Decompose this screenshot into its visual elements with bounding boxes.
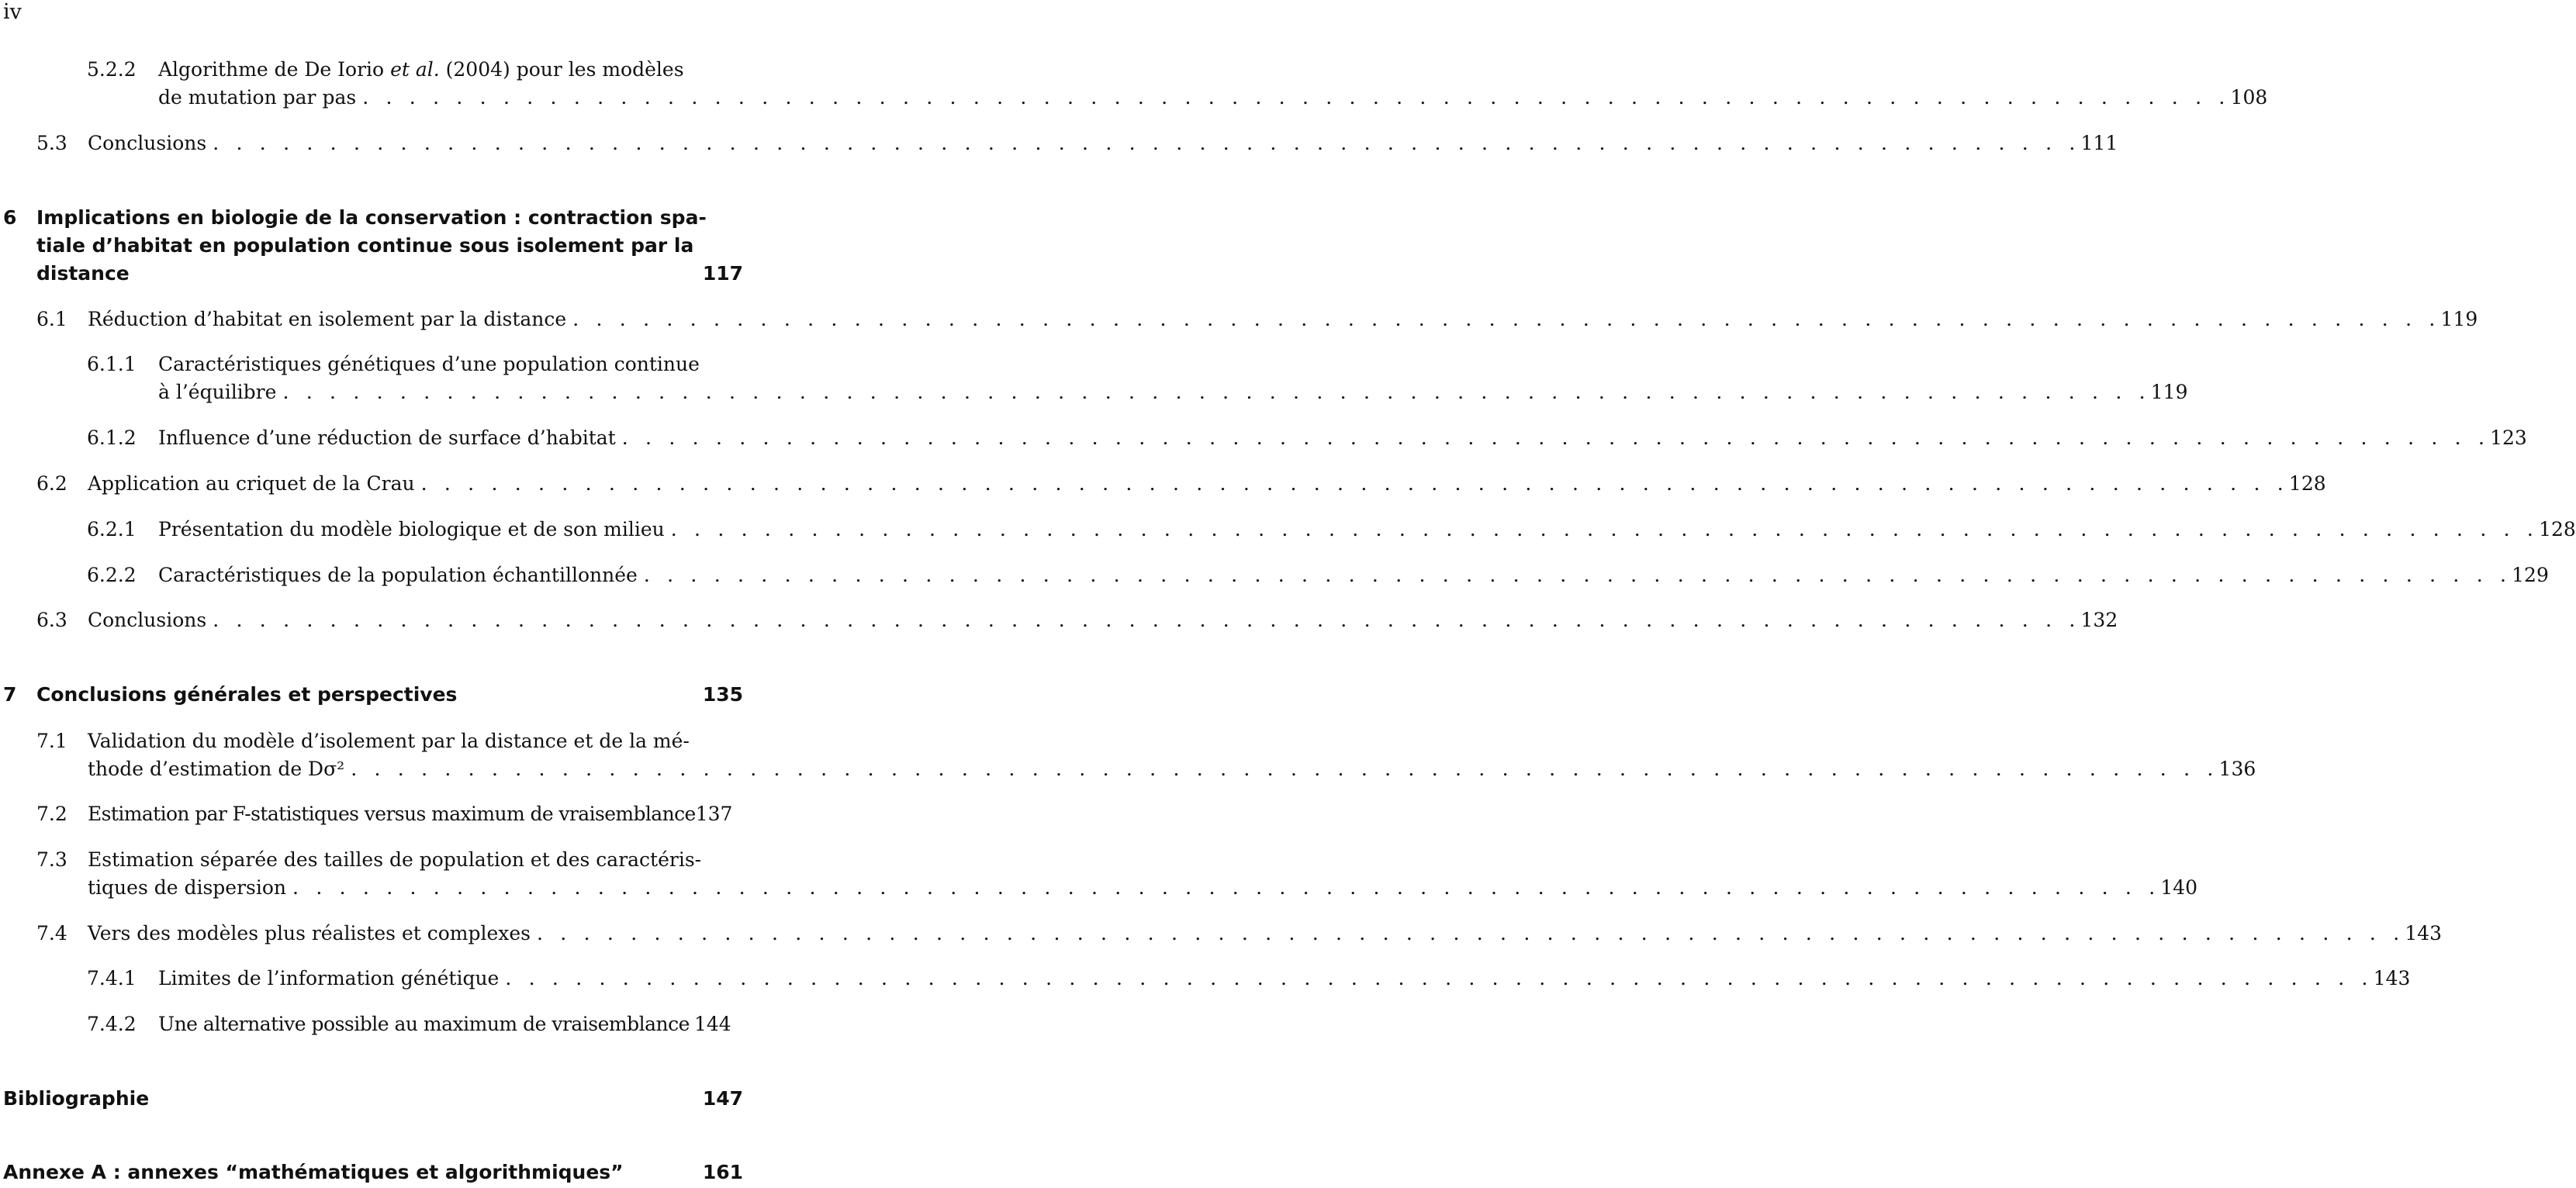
chapter-title-line-3: distance [36, 262, 130, 285]
section-title: Une alternative possible au maximum de vraisemblance 144 [158, 1010, 743, 1038]
section-number: 5.3 [36, 132, 67, 154]
toc-entry-7-4[interactable] [36, 920, 2443, 948]
chapter-title: Annexe A : annexes “mathématiques et algorithmiques” [3, 1161, 624, 1183]
toc-entry-6-1-1[interactable] [87, 351, 2188, 406]
toc-entry-7-3[interactable] [36, 846, 2198, 902]
section-number: 6.1.2 [87, 427, 137, 449]
page-ref: 111 [2080, 132, 2118, 154]
section-title-line-1: Estimation séparée des tailles de population et des caractéris- [88, 848, 702, 871]
page-number: iv [3, 0, 22, 24]
page-ref: 143 [2373, 967, 2411, 989]
page-ref: 108 [2230, 86, 2268, 109]
toc-entry-5-3[interactable] [36, 130, 2118, 157]
chapter-number: 7 [3, 683, 17, 706]
section-title: Influence d’une réduction de surface d’habitat . . . . . . . . . . . . . . . . . . . . . . . . . . . . . . . . . . . . . . . . . . . . . . . . . . . . . . . . . . . . . . . . . . . . . . . . . . . . . . . . 123 [158, 424, 743, 452]
section-title-line-1: Algorithme de De Iorio et al. (2004) pour les modèles [158, 58, 684, 81]
toc-entry-6-1[interactable] [36, 306, 2478, 333]
page-ref: 143 [2405, 922, 2443, 945]
section-title-line-2: de mutation par pas . . . . . . . . . . . . . . . . . . . . . . . . . . . . . . . . . . . . . . . . . . . . . . . . . . . . . . . . . . . . . . . . . . . . . . . . . . . . . . . . 108 [158, 84, 743, 112]
toc-entry-6-2-1[interactable] [87, 516, 2576, 544]
section-title-line-2: thode d’estimation de Dσ² . . . . . . . . . . . . . . . . . . . . . . . . . . . . . . . . . . . . . . . . . . . . . . . . . . . . . . . . . . . . . . . . . . . . . . . . . . . . . . . . 136 [88, 755, 743, 783]
section-number: 7.4 [36, 922, 67, 945]
chapter-title-line-1: Implications en biologie de la conservation : contraction spa- [36, 206, 707, 229]
toc-entry-6-2[interactable] [36, 470, 2326, 498]
page-ref: 147 [702, 1087, 743, 1110]
toc-entry-6-1-2[interactable] [87, 424, 2527, 452]
section-number: 7.2 [36, 803, 67, 825]
page-ref: 117 [702, 262, 743, 285]
toc-entry-7-4-2[interactable] [87, 1010, 743, 1038]
section-title: Limites de l’information génétique . . . . . . . . . . . . . . . . . . . . . . . . . . . . . . . . . . . . . . . . . . . . . . . . . . . . . . . . . . . . . . . . . . . . . . . . . . . . . . . . 143 [158, 965, 743, 993]
chapter-number: 6 [3, 206, 17, 229]
chapter-title: Conclusions générales et perspectives [36, 683, 458, 706]
toc-entry-7-2[interactable] [36, 800, 743, 828]
section-number: 6.1.1 [87, 353, 137, 375]
chapter-title-line-2: tiale d’habitat en population continue sous isolement par la [36, 234, 694, 257]
page-ref: 119 [2440, 308, 2478, 330]
chapter-title: Bibliographie [3, 1087, 150, 1110]
section-title: Application au criquet de la Crau . . . . . . . . . . . . . . . . . . . . . . . . . . . . . . . . . . . . . . . . . . . . . . . . . . . . . . . . . . . . . . . . . . . . . . . . . . . . . . . . 128 [88, 470, 743, 498]
toc-chapter-6[interactable] [3, 204, 743, 289]
section-title: Estimation par F-statistiques versus maximum de vraisemblance 137 [88, 800, 743, 828]
page-ref: 140 [2160, 876, 2198, 899]
section-title: Conclusions . . . . . . . . . . . . . . . . . . . . . . . . . . . . . . . . . . . . . . . . . . . . . . . . . . . . . . . . . . . . . . . . . . . . . . . . . . . . . . . . 132 [88, 606, 743, 634]
section-number: 7.4.1 [87, 967, 137, 989]
page-ref: 129 [2512, 564, 2549, 586]
toc-entry-6-2-2[interactable] [87, 561, 2549, 589]
section-number: 6.3 [36, 609, 67, 631]
page-ref: 137 [695, 803, 733, 825]
section-number: 7.4.2 [87, 1013, 137, 1035]
page-ref: 128 [2288, 472, 2326, 495]
section-title-line-2: à l’équilibre . . . . . . . . . . . . . . . . . . . . . . . . . . . . . . . . . . . . . . . . . . . . . . . . . . . . . . . . . . . . . . . . . . . . . . . . . . . . . . . . 119 [158, 378, 743, 406]
toc-entry-6-3[interactable] [36, 606, 2118, 634]
section-title: Présentation du modèle biologique et de son milieu . . . . . . . . . . . . . . . . . . . . . . . . . . . . . . . . . . . . . . . . . . . . . . . . . . . . . . . . . . . . . . . . . . . . . . . . . . . . . . . . 128 [158, 516, 743, 544]
section-title: Vers des modèles plus réalistes et complexes . . . . . . . . . . . . . . . . . . . . . . . . . . . . . . . . . . . . . . . . . . . . . . . . . . . . . . . . . . . . . . . . . . . . . . . . . . . . . . . . 143 [88, 920, 743, 948]
page-ref: 128 [2539, 518, 2576, 540]
section-number: 6.2.2 [87, 564, 137, 586]
toc-entry-7-1[interactable] [36, 727, 2256, 783]
section-number: 6.1 [36, 308, 67, 330]
section-title: Caractéristiques de la population échantillonnée . . . . . . . . . . . . . . . . . . . . . . . . . . . . . . . . . . . . . . . . . . . . . . . . . . . . . . . . . . . . . . . . . . . . . . . . . . . . . . . . 129 [158, 561, 743, 589]
page-ref: 119 [2150, 381, 2188, 403]
page-ref: 136 [2218, 758, 2256, 780]
section-number: 7.3 [36, 848, 67, 871]
toc-entry-7-4-1[interactable] [87, 965, 2411, 993]
section-title-line-2: tiques de dispersion . . . . . . . . . . . . . . . . . . . . . . . . . . . . . . . . . . . . . . . . . . . . . . . . . . . . . . . . . . . . . . . . . . . . . . . . . . . . . . . . 140 [88, 874, 743, 902]
page-ref: 135 [702, 683, 743, 706]
section-number: 5.2.2 [87, 58, 137, 81]
section-number: 6.2 [36, 472, 67, 495]
toc-bibliographie[interactable] [3, 1085, 743, 1113]
page-ref: 144 [693, 1013, 731, 1035]
section-title: Réduction d’habitat en isolement par la distance . . . . . . . . . . . . . . . . . . . . . . . . . . . . . . . . . . . . . . . . . . . . . . . . . . . . . . . . . . . . . . . . . . . . . . . . . . . . . . . . 119 [88, 306, 743, 333]
section-title-line-1: Caractéristiques génétiques d’une population continue [158, 353, 700, 375]
toc-chapter-7[interactable] [3, 681, 743, 709]
section-number: 6.2.1 [87, 518, 137, 540]
page-ref: 132 [2080, 609, 2118, 631]
section-title: Conclusions . . . . . . . . . . . . . . . . . . . . . . . . . . . . . . . . . . . . . . . . . . . . . . . . . . . . . . . . . . . . . . . . . . . . . . . . . . . . . . . . 111 [88, 130, 743, 157]
section-title-line-1: Validation du modèle d’isolement par la distance et de la mé- [88, 730, 690, 752]
section-number: 7.1 [36, 730, 67, 752]
toc-annexe-a[interactable] [3, 1159, 743, 1186]
page-ref: 123 [2490, 427, 2527, 449]
toc-entry-5-2-2[interactable] [87, 56, 2268, 112]
page-ref: 161 [702, 1161, 743, 1183]
